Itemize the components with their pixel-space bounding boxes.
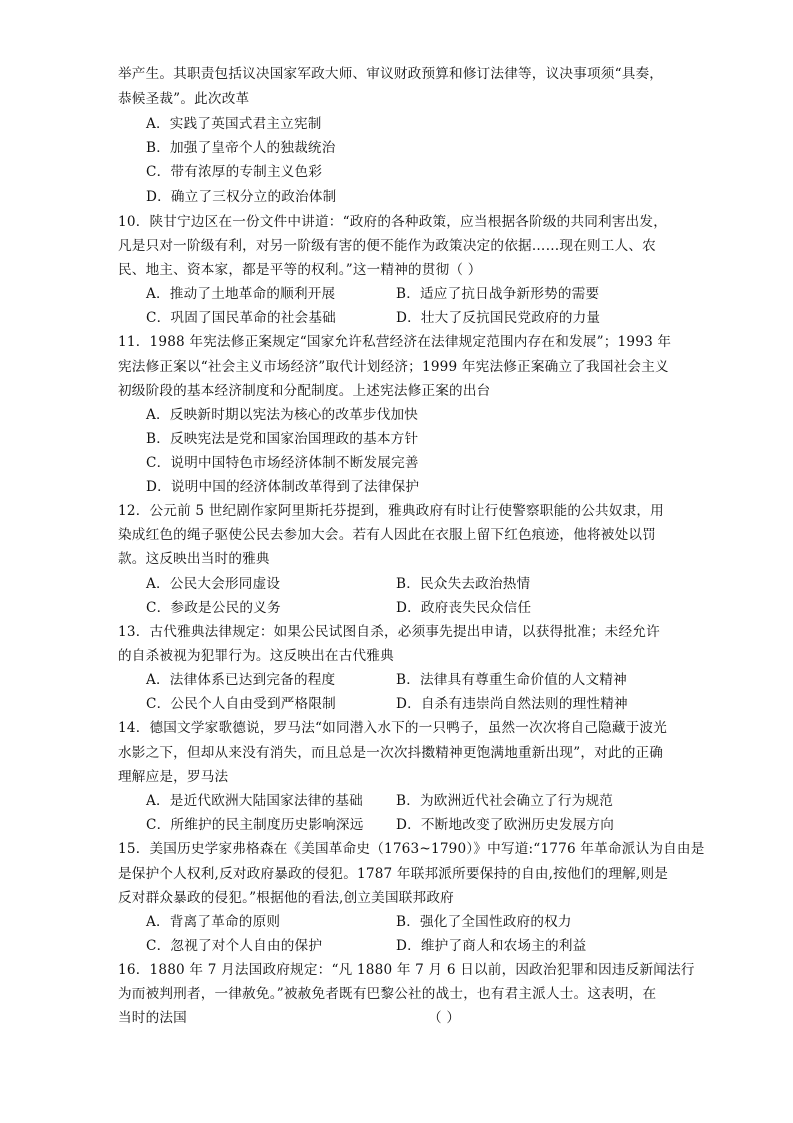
q16-stem-line-1: 16．1880 年 7 月法国政府规定：“凡 1880 年 7 月 6 日以前，因政治犯罪和因违反新闻法行: [118, 962, 695, 978]
q9-option-a: A．实践了英国式君主立宪制: [146, 116, 322, 132]
q16-stem-line-2: 为而被判刑者，一律赦免。”被赦免者既有巴黎公社的战士，也有君主派人士。这表明，在: [118, 986, 657, 1002]
q13-stem-line-2: 的自杀被视为犯罪行为。这反映出在古代雅典: [118, 648, 394, 664]
q9-stem-line-1: 举产生。其职责包括议决国家军政大师、审议财政预算和修订法律等，议决事项须“具奏，: [118, 66, 664, 82]
q14-stem-line-2: 水影之下，但却从来没有消失，而且总是一次次抖擞精神更饱满地重新出现”，对此的正确: [118, 745, 664, 761]
q10-stem-line-2: 凡是只对一阶级有利，对另一阶级有害的便不能作为政策决定的依据……现在则工人、农: [118, 238, 656, 254]
q9-option-b: B．加强了皇帝个人的独裁统治: [146, 140, 336, 156]
q14-option-c: C．所维护的民主制度历史影响深远: [146, 817, 364, 833]
q10-option-d: D．壮大了反抗国民党政府的力量: [396, 310, 601, 326]
q12-option-d: D．政府丧失民众信任: [396, 600, 532, 616]
q15-option-a: A．背离了革命的原则: [146, 914, 281, 930]
q11-stem-line-3: 初级阶段的基本经济制度和分配制度。上述宪法修正案的出台: [118, 383, 491, 399]
q14-option-b: B．为欧洲近代社会确立了行为规范: [396, 793, 614, 809]
q14-stem-line-3: 理解应是，罗马法: [118, 769, 229, 785]
q14-stem-line-1: 14．德国文学家歌德说，罗马法“如同潜入水下的一只鸭子，虽然一次次将自己隐藏于波光: [118, 720, 668, 736]
q11-option-d: D．说明中国的经济体制改革得到了法律保护: [146, 479, 420, 495]
q11-option-a: A．反映新时期以宪法为核心的改革步伐加快: [146, 407, 419, 423]
q10-option-c: C．巩固了国民革命的社会基础: [146, 310, 336, 326]
q13-option-a: A．法律体系已达到完备的程度: [146, 672, 336, 688]
q15-option-c: C．忽视了对个人自由的保护: [146, 938, 323, 954]
q13-option-c: C．公民个人自由受到严格限制: [146, 696, 336, 712]
q11-stem-line-1: 11．1988 年宪法修正案规定“国家允许私营经济在法律规定范围内存在和发展”；1993 年: [118, 334, 672, 350]
q15-option-d: D．维护了商人和农场主的利益: [396, 938, 587, 954]
q14-option-d: D．不断地改变了欧洲历史发展方向: [396, 817, 615, 833]
q10-option-b: B．适应了抗日战争新形势的需要: [396, 286, 600, 302]
q10-stem-line-3: 民、地主、资本家，都是平等的权利。”这一精神的贯彻（ ）: [118, 262, 482, 278]
q12-option-c: C．参政是公民的义务: [146, 600, 281, 616]
q11-stem-line-2: 宪法修正案以“社会主义市场经济”取代计划经济；1999 年宪法修正案确立了我国社会主义: [118, 359, 669, 375]
q12-stem-line-1: 12．公元前 5 世纪剧作家阿里斯托芬提到，雅典政府有时让行使警察职能的公共奴隶，用: [118, 503, 664, 519]
q10-stem-line-1: 10．陕甘宁边区在一份文件中讲道：“政府的各种政策，应当根据各阶级的共同利害出发，: [118, 214, 668, 230]
q15-stem-line-2: 是保护个人权利,反对政府暴政的侵犯。1787 年联邦派所要保持的自由,按他们的理解,则是: [118, 866, 669, 882]
q9-option-c: C．带有浓厚的专制主义色彩: [146, 164, 323, 180]
q13-option-d: D．自杀有违崇尚自然法则的理性精神: [396, 696, 628, 712]
q15-stem-line-1: 15．美国历史学家弗格森在《美国革命史（1763~1790）》中写道:“1776 年革命派认为自由是: [118, 841, 705, 857]
q12-option-a: A．公民大会形同虚设: [146, 576, 281, 592]
q12-option-b: B．民众失去政治热情: [396, 576, 531, 592]
q15-option-b: B．强化了全国性政府的权力: [396, 914, 572, 930]
q9-stem-line-2: 恭候圣裁”。此次改革: [118, 91, 250, 107]
q14-option-a: A．是近代欧洲大陆国家法律的基础: [146, 793, 363, 809]
q11-option-b: B．反映宪法是党和国家治国理政的基本方针: [146, 431, 419, 447]
q16-answer-blank: （ ）: [428, 1010, 461, 1026]
q9-option-d: D．确立了三权分立的政治体制: [146, 189, 337, 205]
q12-stem-line-2: 染成红色的绳子驱使公民去参加大会。若有人因此在衣服上留下红色痕迹，他将被处以罚: [118, 527, 656, 543]
q16-stem-line-3: 当时的法国: [118, 1010, 187, 1026]
q12-stem-line-3: 款。这反映出当时的雅典: [118, 551, 270, 567]
q13-stem-line-1: 13．古代雅典法律规定：如果公民试图自杀，必须事先提出申请，以获得批准；未经允许: [118, 624, 660, 640]
q13-option-b: B．法律具有尊重生命价值的人文精神: [396, 672, 627, 688]
q11-option-c: C．说明中国特色市场经济体制不断发展完善: [146, 455, 419, 471]
q15-stem-line-3: 反对群众暴政的侵犯。”根据他的看法,创立美国联邦政府: [118, 890, 454, 906]
q10-option-a: A．推动了土地革命的顺利开展: [146, 286, 336, 302]
